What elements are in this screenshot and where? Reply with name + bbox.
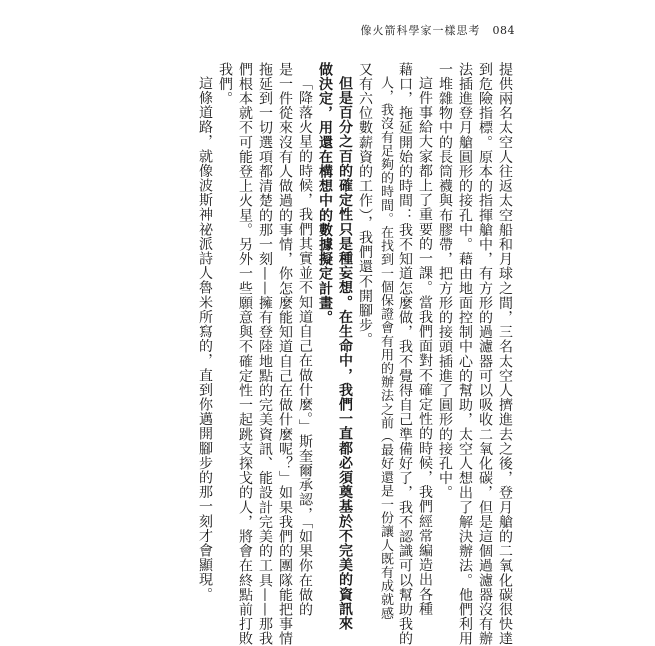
text-line: 到危險指標。原本的指揮艙中，有方形的過濾器可以吸收二氧化碳，但是這個過濾器沒有辦 [477,62,493,646]
text-line: 是一件從來沒有人做過的事情，你怎麼能知道自己在做什麼呢？」如果我們的團隊能把事情 [277,62,293,646]
running-header [361,22,516,38]
text-line: 一堆雜物中的長筒襪與布膠帶，把方形的接頭插進了圓形的接孔中。 [437,62,453,500]
text-line: 拖延到一切選項都清楚的那一刻——擁有登陸地點的完美資訊、能設計完美的工具——那我 [257,62,273,646]
text-line: 但是百分之百的確定性只是種妄想。在生命中，我們一直都必須奠基於不完美的資訊來 [337,76,353,631]
text-line: 提供兩名太空人往返太空船和月球之間，三名太空人擠進去之後，登月艙的二氧化碳很快達 [497,62,513,646]
body-text [195,62,515,646]
text-line: 法插進登月艙圓形的接孔中。藉由地面控制中心的幫助，太空人想出了解決辦法。他們利用 [457,62,473,646]
text-line: 人，我沒有足夠的時間。在找到一個保證會有用的辦法之前（最好還是一份讓人既有成就感 [378,76,393,620]
text-line: 們根本就不可能登上火星。另外一些願意與不確定性一起跳支探戈的人，將會在終點前打敗 [237,62,253,646]
text-line: 藉口，拖延開始的時間：我不知道怎麼做，我不覺得自己準備好了，我不認識可以幫助我的 [397,62,413,646]
text-line: 又有六位數薪資的工作），我們還不開腳步。 [357,62,373,347]
text-line: 這件事給大家都上了重要的一課。當我們面對不確定性的時候，我們經常編造出各種 [417,76,433,617]
text-line: 這條道路，就像波斯神祕派詩人魯米所寫的，直到你邁開腳步的那一刻才會顯現。 [197,76,213,602]
book-title: 像火箭科學家一樣思考 [360,24,481,37]
page-number: 084 [492,24,515,37]
text-line: 我們。 [217,62,233,106]
text-line: 做決定，用還在構想中的數據擬定計畫。 [317,62,333,325]
text-line: 「降落火星的時候，我們其實並不知道自己在做什麼。」斯奎爾承認，「如果你在做的 [297,76,313,617]
